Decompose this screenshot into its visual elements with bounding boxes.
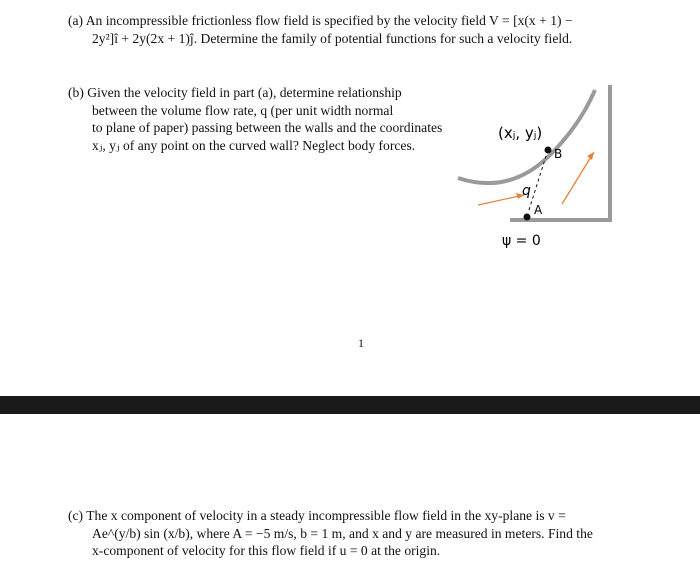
label-b: B [554, 147, 563, 161]
part-b-line-1: (b) Given the velocity field in part (a), determine relationship [68, 85, 402, 100]
psi-zero-label: ψ = 0 [502, 233, 541, 249]
label-a: A [534, 203, 543, 217]
flow-wall-figure [440, 80, 630, 250]
part-b-line-3: to plane of paper) passing between the walls and the coordinates [92, 120, 443, 135]
point-b-dot [545, 147, 552, 154]
point-coordinate-label: (xⱼ, yⱼ) [498, 124, 543, 142]
question-part-a [68, 12, 688, 47]
point-a-dot [524, 214, 531, 221]
part-c-line-2: Ae^(y/b) sin (x/b), where A = −5 m/s, b = 1 m, and x and y are measured in meters. Find the [92, 525, 593, 541]
part-c-line-1: (c) The x component of velocity in a steady incompressible flow field in the xy-plane is v = [68, 508, 566, 523]
part-b-line-4: xⱼ, yⱼ of any point on the curved wall? Neglect body forces. [92, 137, 416, 153]
label-q: q [522, 183, 531, 199]
part-c-line-3: x-component of velocity for this flow field if u = 0 at the origin. [92, 543, 441, 558]
part-a-line-2: 2y²]î + 2y(2x + 1)ĵ. Determine the family of potential functions for such a velocity field. [92, 30, 573, 46]
part-b-line-2: between the volume flow rate, q (per unit width normal [92, 102, 394, 118]
flow-arrow-left [478, 195, 524, 205]
page-divider-bar [0, 396, 700, 414]
flow-arrow-right [562, 152, 594, 204]
part-a-line-1: (a) An incompressible frictionless flow field is specified by the velocity field V = [x(x + 1) − [68, 13, 573, 28]
page-number: 1 [358, 336, 364, 350]
question-part-c [68, 507, 668, 560]
